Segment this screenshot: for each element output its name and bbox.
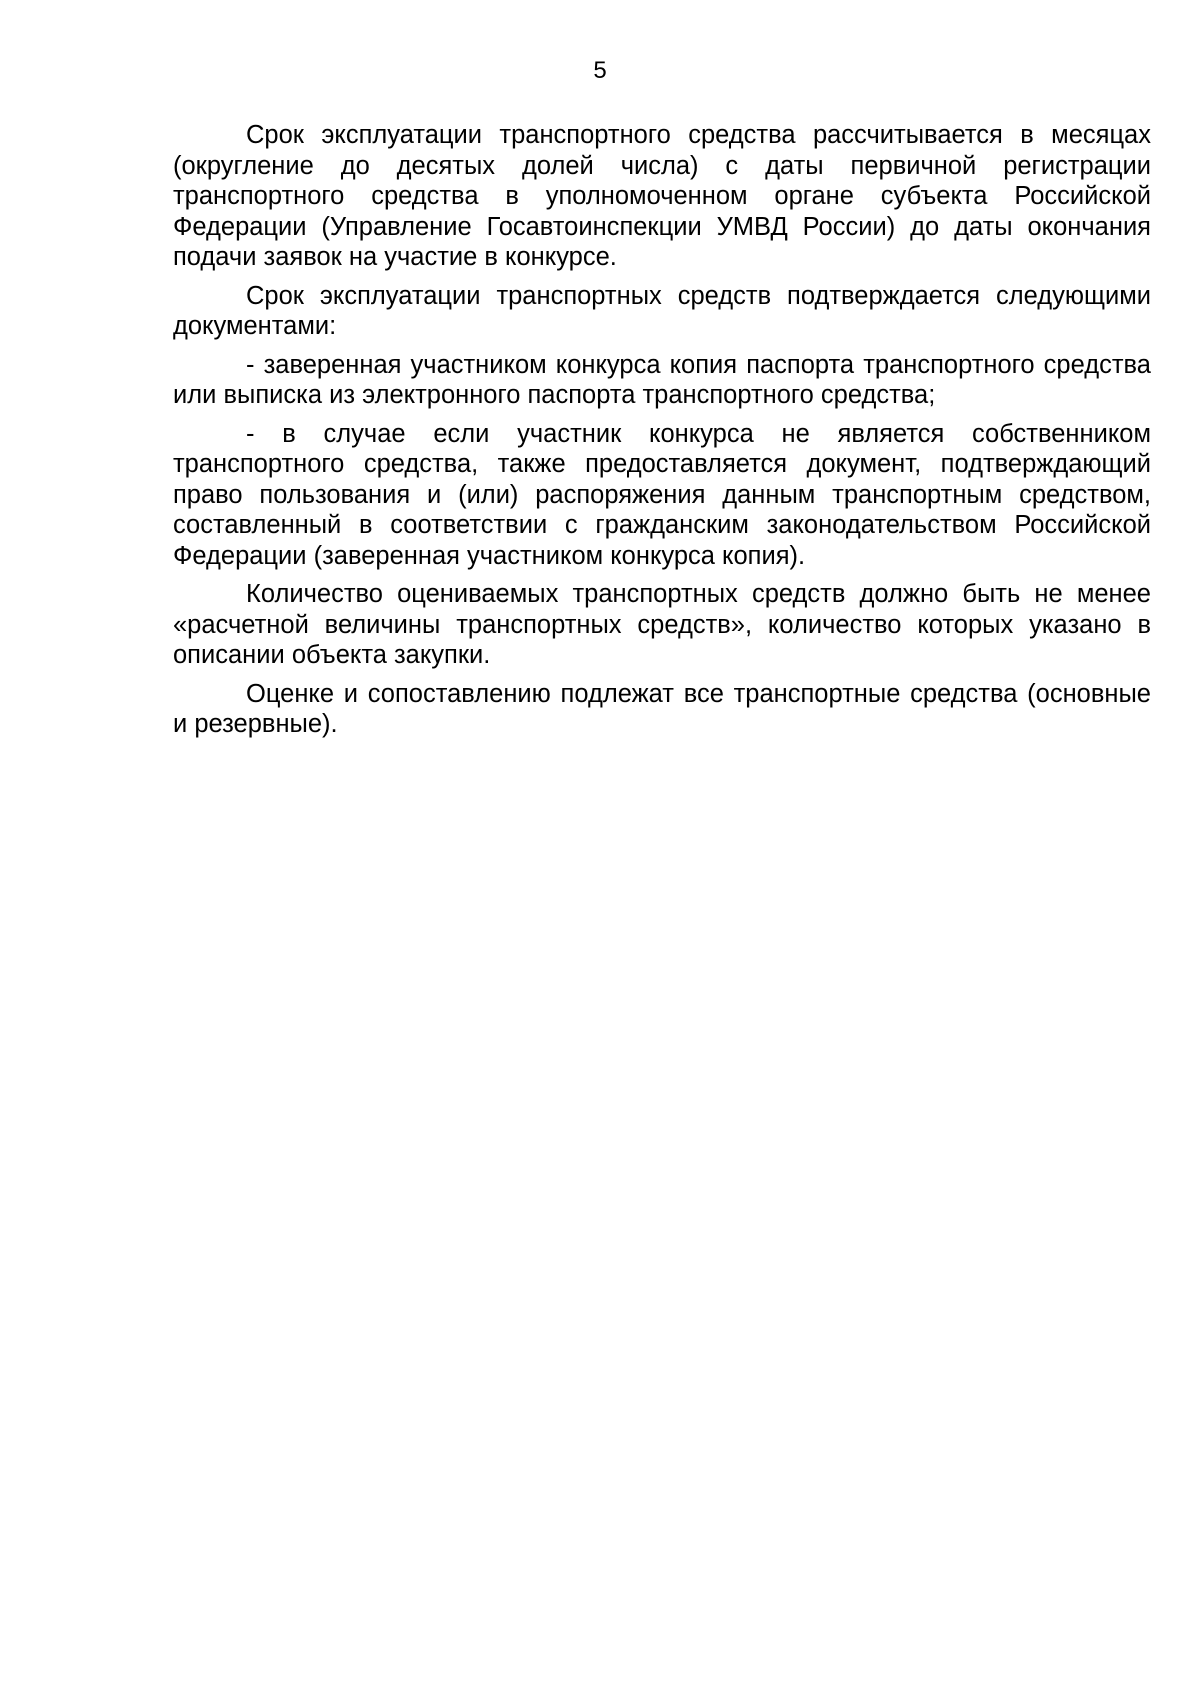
- list-item-passport-copy: - заверенная участником конкурса копия паспорта транспортного средства или выписка из электронного паспорта транспортного средства;: [173, 350, 1151, 409]
- paragraph-evaluation-scope: Оценке и сопоставлению подлежат все транспортные средства (основные и резервные).: [173, 679, 1151, 738]
- list-item-ownership-document: - в случае если участник конкурса не является собственником транспортного средства, также предоставляется документ, подтверждающий право пользования и (или) распоряжения данным транспортным средством, составленный в соответствии с гражданским законодательством Российской Федерации (заверенная участником конкурса копия).: [173, 419, 1151, 570]
- paragraph-confirmation-documents: Срок эксплуатации транспортных средств подтверждается следующими документами:: [173, 281, 1151, 340]
- page-number: 5: [593, 57, 607, 84]
- paragraph-vehicle-count: Количество оцениваемых транспортных средств должно быть не менее «расчетной величины транспортных средств», количество которых указано в описании объекта закупки.: [173, 580, 1151, 669]
- document-body: [173, 120, 1151, 748]
- paragraph-service-life-calculation: Срок эксплуатации транспортного средства рассчитывается в месяцах (округление до десятых долей числа) с даты первичной регистрации транспортного средства в уполномоченном органе субъекта Российской Федерации (Управление Госавтоинспекции УМВД России) до даты окончания подачи заявок на участие в конкурсе.: [173, 121, 1151, 271]
